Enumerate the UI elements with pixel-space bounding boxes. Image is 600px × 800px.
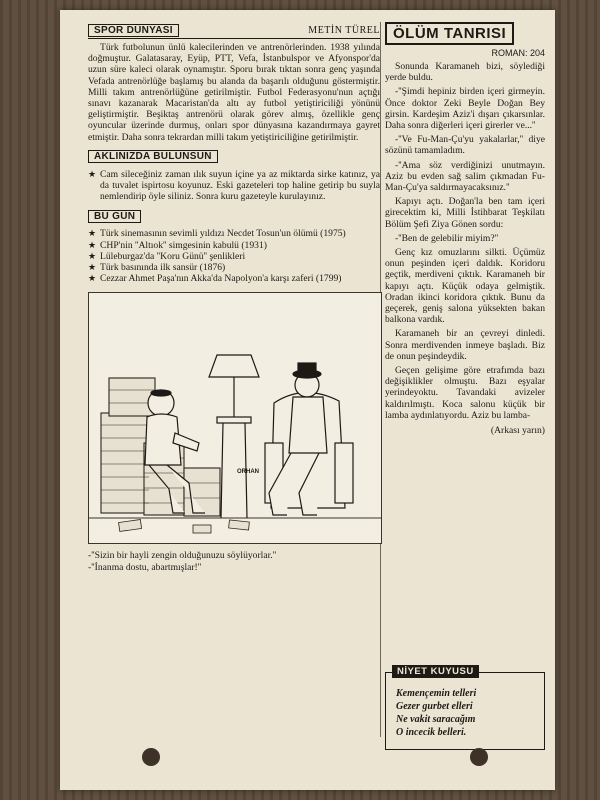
novel-paragraph: -''Şimdi hepiniz birden içeri girmeyin. Önce doktor Zeki Beyle Doğan Bey girsin. Kardeşim Aziz'i dışarı çıkarsınlar. Daha sonra diğerleri içeri girerler ve...'': [385, 86, 545, 132]
novel-paragraph: Sonunda Karamaneh bizi, söylediği yerde buldu.: [385, 61, 545, 84]
newspaper-page: [60, 10, 555, 790]
novel-paragraph: Geçen gelişime göre etrafımda bazı değişiklikler olmuştu. Bazı eşyalar yerindeyoktu. Tavandaki avizeler kaldırılmıştı. Koca salonu küçük bir lamba aydınlatıyordu. Aziz bu lamba-: [385, 365, 545, 421]
poem-lines: [396, 687, 476, 739]
novel-paragraph: Genç kız omuzlarını silkti. Üçümüz onun peşinden içeri daldık. Koridoru geçtik, merdiveni çıktık. Karamaneh bir kapıyı açtı. Küçük odaya gelmiştik. Oradan ikinci koridora çıktık. Bunu da geçerek, geniş salona yüksekten bakan balkona vardık.: [385, 247, 545, 326]
bugun-item: ★ Türk sinemasının sevimli yıldızı Necdet Tosun'un ölümü (1975): [88, 228, 346, 240]
continued-note: (Arkası yarın): [490, 425, 545, 437]
poem-line: O incecik belleri.: [396, 727, 467, 738]
aklinizda-text: ★ Cam sileceğiniz zaman ılık suyun içine ya az miktarda sirke katınız, ya da tuvalet ispirtosu koyunuz. Eski gazeteleri top haline getirip bu suyla nemlendirip öyle siliniz. Sonra kuru gazeteyle kurulayınız.: [88, 168, 380, 203]
novel-episode-number: ROMAN: 204: [491, 48, 545, 58]
cartoon-signature: ORHAN: [237, 469, 259, 476]
novel-paragraph: Kapıyı açtı. Doğan'la ben tam içeri girecektim ki, Milli İstihbarat Teşkilatı Bölüm Şefi Ziya Gönen sordu:: [385, 196, 545, 230]
star-icon: ★: [88, 239, 97, 250]
spor-paragraph: Türk futbolunun ünlü kalecilerinden ve antrenörlerinden. 1938 yılında doğmuştur. Galatasaray, Eyüp, PTT, Vefa, İstanbulspor ve Afyonspor'da uzun süre kaleci olarak oynamıştır. Sporu bırak tıktan sonra genç yaşında Vefada antrenörlüğe başlamış bu alanda da başarılı olduğunu göstermiştir. Milli takım antrenörlüğüne getirilmiştir. Futbol Federasyonu'nun açtığı sınavı kazanarak Macaristan'da altı ay futbol yetiştiriciliği yönünü geliştirmiştir. Beşiktaş antrenörü olarak görev almış, özellikle genç oyuncular üzerinde durmuş, onları spor dünyasına kazandırmaya gayret etmiştir. Daha sonra tekrardan milli takım yetiştiriciliğine getirilmiştir.: [88, 42, 380, 143]
novel-paragraph: -''Ama söz verdiğinizi unutmayın. Aziz bu evden sağ salim çıkmadan Fu-Man-Çu'ya saldırmayacaksınız.'': [385, 159, 545, 194]
punch-hole: [470, 748, 488, 766]
star-icon: ★: [88, 262, 97, 273]
punch-hole: [142, 748, 160, 766]
cartoon-caption: [88, 550, 380, 572]
star-icon: ★: [88, 250, 97, 261]
star-icon: ★: [88, 228, 97, 239]
aklinizda-label: AKLINIZDA BULUNSUN: [88, 150, 218, 163]
niyet-label: NİYET KUYUSU: [392, 665, 479, 678]
novel-title: ÖLÜM TANRISI: [385, 22, 514, 45]
caption-line-2: -''İnanma dostu, abartmışlar!'': [88, 561, 202, 573]
star-icon: ★: [88, 168, 97, 179]
poem-line: Kemençemin telleri: [396, 688, 477, 699]
cartoon-drawing: [89, 293, 381, 543]
spor-header: [88, 22, 380, 38]
right-column: [385, 22, 545, 738]
bugun-item: ★ Lüleburgaz'da ''Koru Günü'' şenlikleri: [88, 250, 246, 262]
bugun-item: ★ Türk basınında ilk sansür (1876): [88, 262, 226, 274]
aklinizda-header: [88, 149, 380, 165]
niyet-kuyusu-box: [385, 666, 545, 750]
star-icon: ★: [88, 273, 97, 284]
bugun-item: ★ CHP'nin ''Altıok'' simgesinin kabulü (1931): [88, 239, 267, 251]
spor-label: SPOR DÜNYASI: [88, 24, 179, 37]
poem-line: Ne vakit saracağım: [396, 714, 476, 725]
bugun-header: [88, 208, 380, 224]
caption-line-1: -''Sizin bir hayli zengin olduğunuzu söylüyorlar.'': [88, 550, 277, 562]
cartoon-illustration: [88, 292, 382, 544]
left-column: [88, 22, 380, 573]
header-rule: [88, 38, 380, 39]
novel-paragraph: -''Ben de gelebilir miyim?'': [395, 232, 499, 244]
novel-paragraph: -''Ve Fu-Man-Çu'yu yakalarlar,'' diye sözünü tamamladım.: [385, 134, 545, 157]
bugun-list: [88, 228, 380, 284]
bugun-item: ★ Cezzar Ahmet Paşa'nın Akka'da Napolyon'a karşı zaferi (1799): [88, 273, 342, 285]
bugun-label: BU GÜN: [88, 210, 141, 223]
poem-line: Gezer gurbet elleri: [396, 701, 473, 712]
novel-paragraph: Karamaneh bir an çevreyi dinledi. Sonra merdivenden inmeye başladı. Biz de onun peşindeydik.: [385, 328, 545, 362]
novel-body: [385, 61, 545, 421]
author-name: METİN TÜREL: [308, 24, 380, 36]
